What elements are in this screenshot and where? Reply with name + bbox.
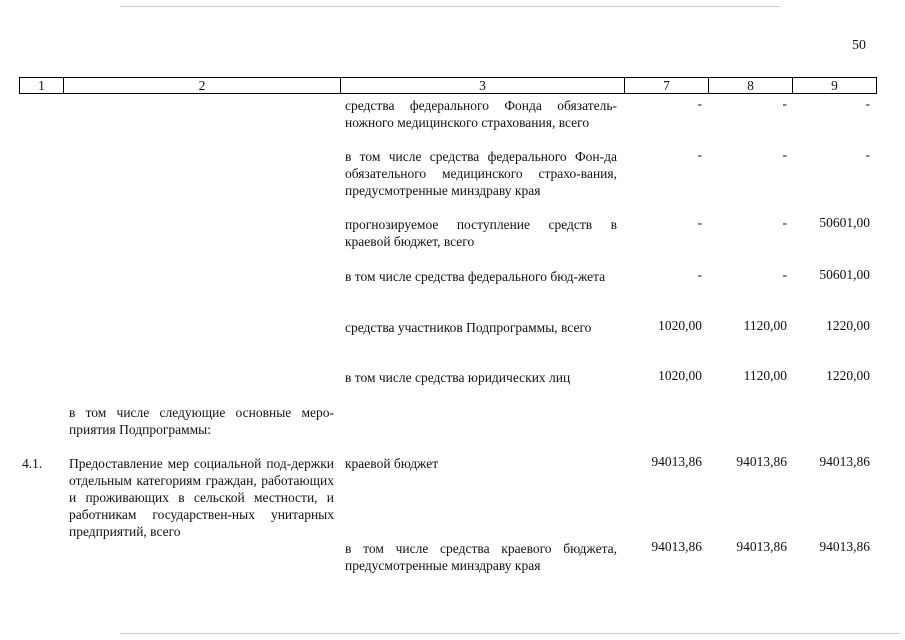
item-description: Предоставление мер социальной под-держки отдельным категориям граждан, работающих и проживающих в сельской местности, и работникам государствен-ных унитарных предприятий, всего	[69, 456, 334, 539]
row-description: в том числе средства краевого бюджета, предусмотренные минздраву края	[345, 541, 617, 573]
row-description: в том числе средства юридических лиц	[345, 370, 571, 385]
header-col-7: 7	[663, 78, 670, 93]
header-col-1: 1	[38, 78, 45, 93]
row-value-col7: 1020,00	[658, 368, 702, 383]
row-value-col7: -	[697, 96, 702, 111]
row-value-col9: 94013,86	[819, 454, 870, 469]
row-value-col9: 1220,00	[826, 318, 870, 333]
row-value-col8: 94013,86	[736, 539, 787, 554]
row-description: в том числе средства федерального бюд-жета	[345, 269, 606, 284]
row-value-col7: -	[697, 147, 702, 162]
row-value-col8: -	[782, 215, 787, 230]
row-description: прогнозируемое поступление средств в краевой бюджет, всего	[345, 217, 617, 249]
row-description: в том числе средства федерального Фон-да обязательного медицинского страхо-вания, предусмотренные минздраву края	[345, 149, 617, 198]
row-value-col9: 50601,00	[819, 267, 870, 282]
header-col-9: 9	[831, 78, 838, 93]
row-value-col9: 1220,00	[826, 368, 870, 383]
row-value-col7: 94013,86	[651, 539, 702, 554]
row-value-col7: 94013,86	[651, 454, 702, 469]
page-number: 50	[852, 38, 866, 53]
row-value-col7: 1020,00	[658, 318, 702, 333]
row-value-col8: -	[782, 267, 787, 282]
row-value-col9: 94013,86	[819, 539, 870, 554]
row-value-col8: 1120,00	[743, 318, 787, 333]
row-description: средства участников Подпрограммы, всего	[345, 320, 592, 335]
header-col-3: 3	[479, 78, 486, 93]
row-value-col7: -	[697, 215, 702, 230]
row-value-col8: 94013,86	[736, 454, 787, 469]
row-value-col7: -	[697, 267, 702, 282]
row-value-col9: -	[865, 147, 870, 162]
row-description: краевой бюджет	[345, 456, 439, 471]
row-value-col8: -	[782, 96, 787, 111]
item-number: 4.1.	[22, 456, 43, 471]
row-value-col9: 50601,00	[819, 215, 870, 230]
main-events-label: в том числе следующие основные меро-приятия Подпрограммы:	[69, 405, 334, 437]
row-value-col8: -	[782, 147, 787, 162]
row-value-col9: -	[865, 96, 870, 111]
header-col-2: 2	[198, 78, 206, 93]
row-value-col8: 1120,00	[743, 368, 787, 383]
table-header-row	[19, 77, 877, 94]
header-col-8: 8	[747, 78, 754, 93]
row-description: средства федерального Фонда обязатель-ножного медицинского страхования, всего	[345, 98, 617, 130]
